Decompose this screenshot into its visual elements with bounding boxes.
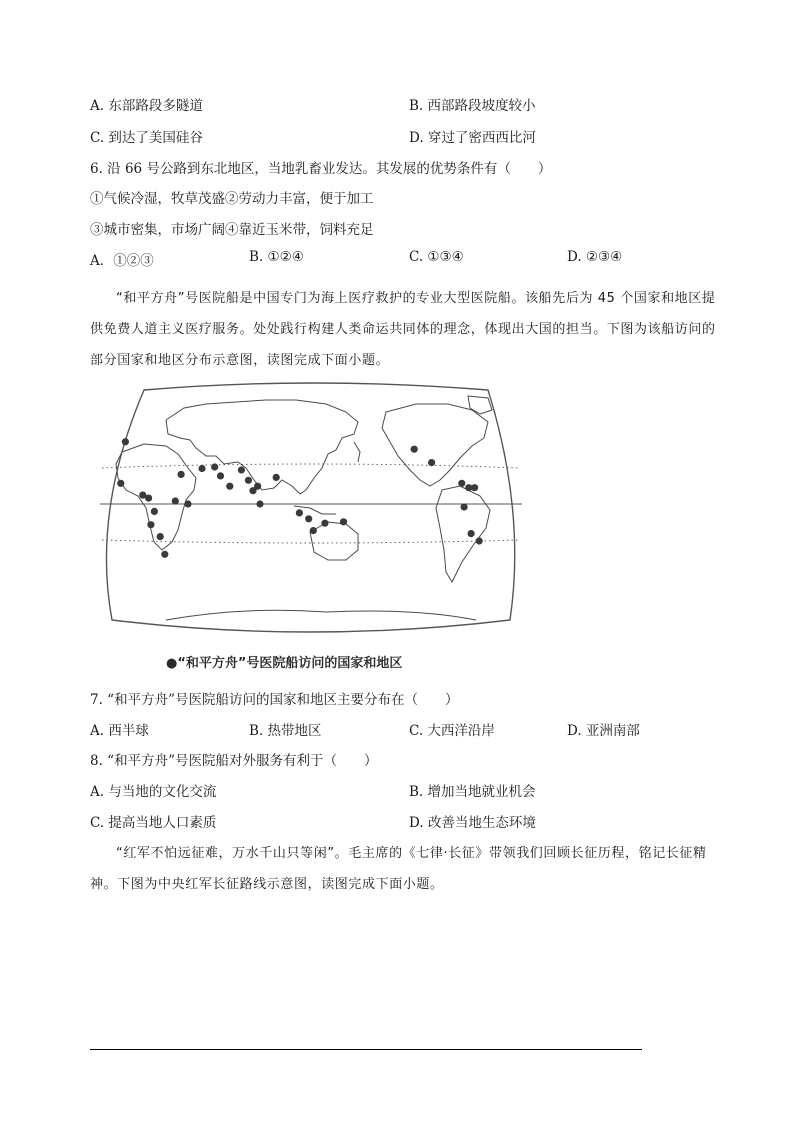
visited-place-dot	[217, 472, 224, 479]
visited-places-layer	[117, 438, 483, 558]
q6-statement-line-2: ③城市密集，市场广阔④靠近玉米带，饲料充足	[90, 222, 374, 238]
q7-option-c[interactable]: C. 大西洋沿岸	[409, 723, 495, 739]
visited-place-dot	[476, 537, 483, 544]
visited-place-dot	[254, 483, 261, 490]
visited-place-dot	[147, 521, 154, 528]
visited-place-dot	[428, 459, 435, 466]
tropic-of-cancer	[102, 464, 520, 468]
visited-place-dot	[471, 484, 478, 491]
q6-option-a[interactable]: A．①②③	[90, 253, 154, 269]
visited-place-dot	[178, 471, 185, 478]
australia-outline	[310, 522, 358, 560]
visited-place-dot	[461, 503, 468, 510]
tropic-of-capricorn	[102, 540, 520, 543]
q8-option-d[interactable]: D. 改善当地生态环境	[409, 815, 536, 831]
world-map-figure	[96, 382, 526, 672]
eurasia-outline	[166, 400, 358, 494]
africa-outline	[116, 444, 196, 550]
q5-option-b[interactable]: B. 西部路段坡度较小	[409, 98, 536, 114]
q8-option-c[interactable]: C. 提高当地人口素质	[90, 815, 217, 831]
visited-place-dot	[411, 446, 418, 453]
visited-place-dot	[458, 480, 465, 487]
q8-option-a[interactable]: A. 与当地的文化交流	[90, 784, 217, 800]
visited-place-dot	[172, 497, 179, 504]
visited-place-dot	[157, 533, 164, 540]
visited-place-dot	[273, 474, 280, 481]
greenland-outline	[468, 396, 492, 414]
q5-option-d[interactable]: D. 穿过了密西西比河	[409, 130, 536, 146]
q6-statement-line-1: ①气候冷湿，牧草茂盛②劳动力丰富，便于加工	[90, 191, 374, 207]
map-border	[106, 383, 514, 632]
q6-stem: 6. 沿 66 号公路到东北地区，当地乳畜业发达。其发展的优势条件有（ ）	[90, 161, 552, 177]
q6-option-b[interactable]: B. ①②④	[249, 249, 304, 265]
visited-place-dot	[245, 477, 252, 484]
visited-place-dot	[198, 465, 205, 472]
map-graticule	[100, 383, 522, 632]
japan-outline	[354, 442, 360, 462]
antarctica-outline	[166, 610, 476, 620]
visited-place-dot	[211, 463, 218, 470]
q8-stem: 8. “和平方舟”号医院船对外服务有利于（ ）	[90, 753, 378, 769]
visited-place-dot	[226, 483, 233, 490]
q5-option-a[interactable]: A. 东部路段多隧道	[90, 98, 203, 114]
visited-place-dot	[151, 508, 158, 515]
visited-place-dot	[310, 527, 317, 534]
visited-place-dot	[145, 495, 152, 502]
passage-peace-ark	[90, 283, 722, 376]
q7-option-b[interactable]: B. 热带地区	[249, 723, 322, 739]
visited-place-dot	[117, 480, 124, 487]
visited-place-dot	[238, 466, 245, 473]
visited-place-dot	[305, 515, 312, 522]
visited-place-dot	[184, 500, 191, 507]
visited-place-dot	[321, 520, 328, 527]
passage-long-march-text: “红军不怕远征难，万水千山只等闲”。毛主席的《七律·长征》带领我们回顾长征历程，铭记长征精神。下图为中央红军长征路线示意图，读图完成下面小题。	[90, 846, 707, 892]
visited-place-dot	[468, 530, 475, 537]
visited-place-dot	[256, 500, 263, 507]
q6-option-d[interactable]: D. ②③④	[567, 249, 623, 265]
q5-option-c[interactable]: C. 到达了美国硅谷	[90, 130, 203, 146]
south-america-outline	[436, 486, 490, 582]
q7-option-a[interactable]: A. 西半球	[90, 723, 149, 739]
continents	[116, 396, 492, 620]
passage-peace-ark-text: “和平方舟”号医院船是中国专门为海上医疗救护的专业大型医院船。该船先后为 45 个国家和地区提供免费人道主义医疗服务。处处践行构建人类命运共同体的理念，体现出大国的担当。下图为该船访问的部分国家和地区分布示意图，读图完成下面小题。	[90, 291, 716, 368]
map-caption: ●“和平方舟”号医院船访问的国家和地区	[166, 656, 403, 671]
visited-place-dot	[340, 518, 347, 525]
q7-option-d[interactable]: D. 亚洲南部	[567, 723, 640, 739]
visited-place-dot	[161, 551, 168, 558]
north-america-outline	[382, 404, 488, 486]
q7-stem: 7. “和平方舟”号医院船访问的国家和地区主要分布在（ ）	[90, 692, 459, 708]
visited-place-dot	[296, 509, 303, 516]
visited-place-dot	[122, 438, 129, 445]
footer-rule	[90, 1049, 642, 1050]
passage-long-march	[90, 838, 722, 900]
q6-option-c[interactable]: C. ①③④	[409, 249, 464, 265]
q8-option-b[interactable]: B. 增加当地就业机会	[409, 784, 536, 800]
